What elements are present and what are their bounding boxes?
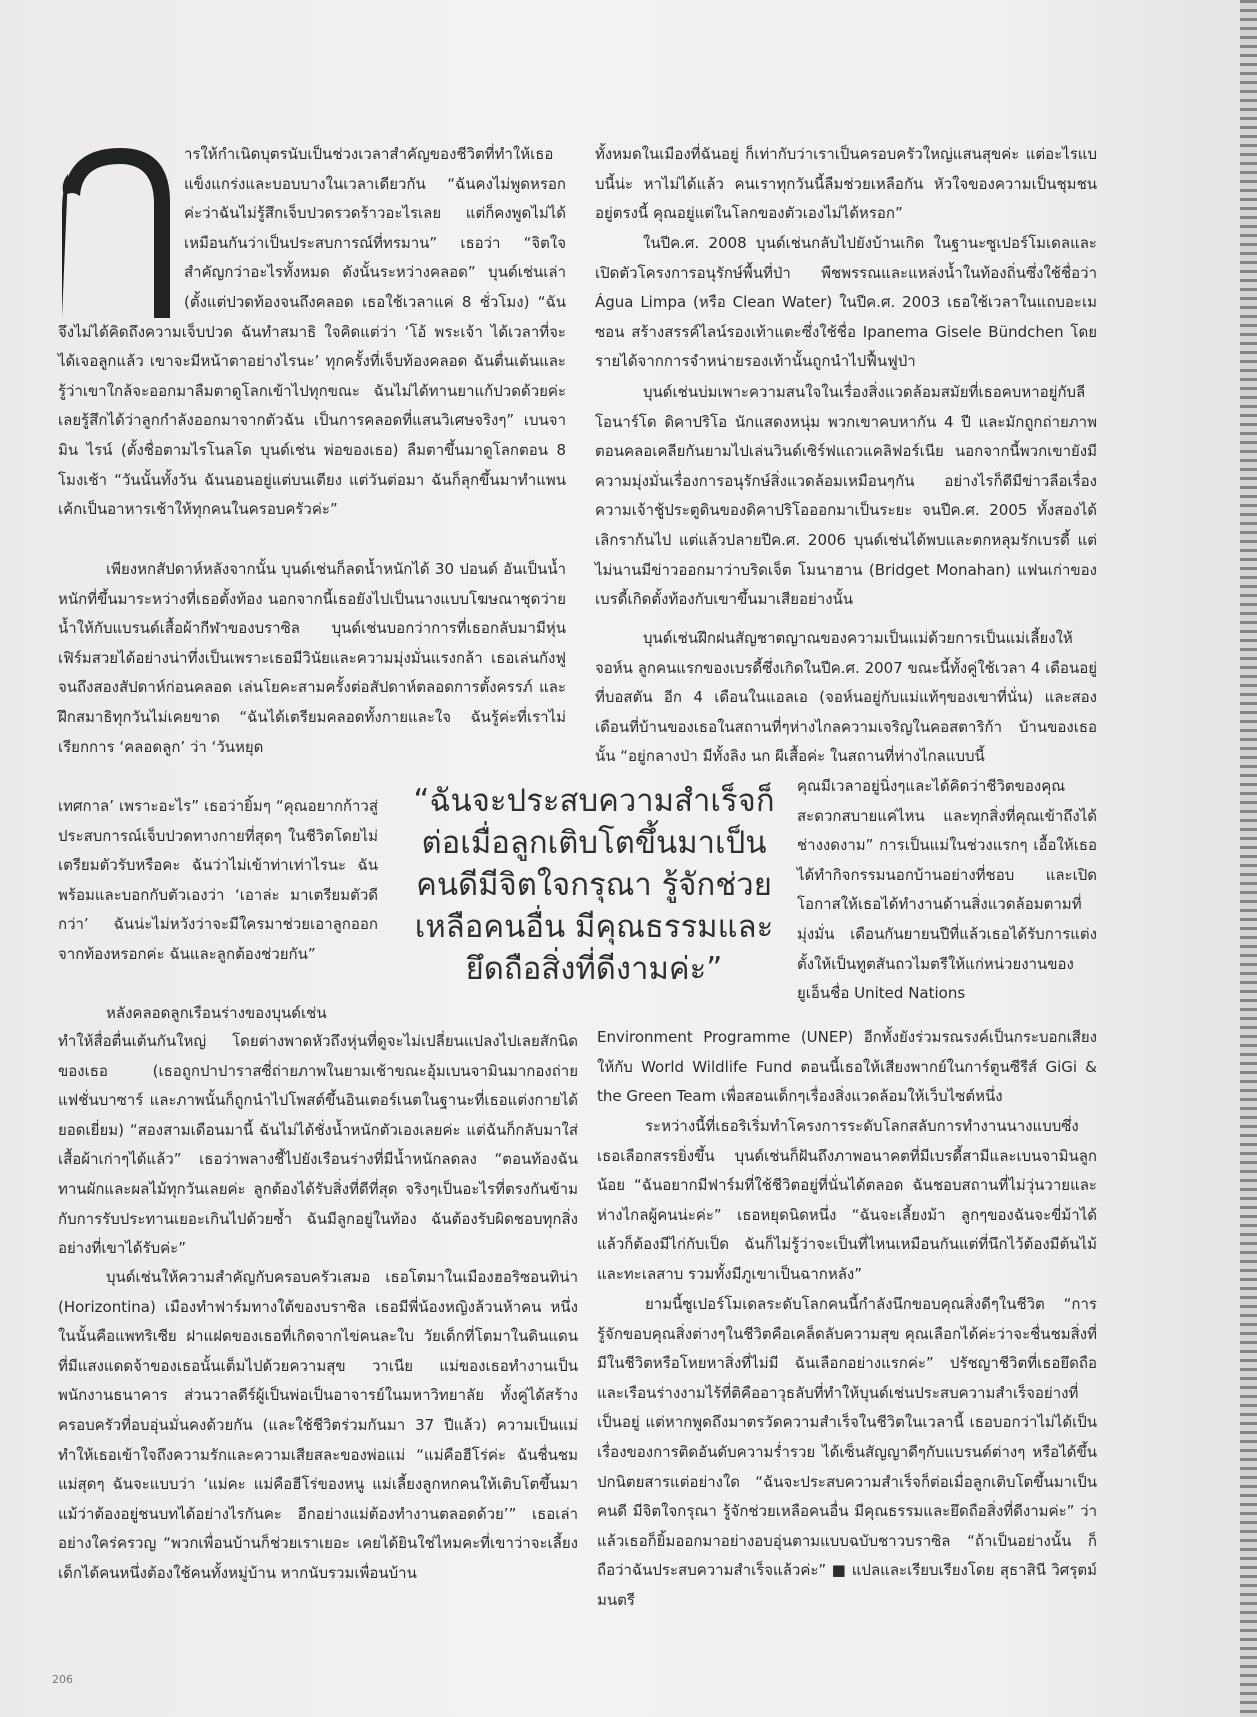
article-paragraph-family: บุนด์เช่นให้ความสำคัญกับครอบครัวเสมอ เธอโตมาในเมืองฮอริซอนทิน่า (Horizontina) เมืองทำฟาร์มทางใต้ของบราซิล เธอมีพี่น้องหญิงล้วนห้าคน หนึ่งในนั้นคือแพทริเซีย ฝาแฝดของเธอที่เกิดจากไข่คนละใบ วัยเด็กที่โตมาในดินแดนที่มีแสงแดดจ้าของเธอนั้นเต็มไปด้วยความสุข วาเนีย แม่ของเธอทำงานเป็นพนักงานธนาคาร ส่วนวาลดีร์ผู้เป็นพ่อเป็นอาจารย์ในมหาวิทยาลัย ทั้งคู่ได้สร้างครอบครัวที่อบอุ่นมั่นคงด้วยกัน (และใช้ชีวิตร่วมกันมา 37 ปีแล้ว) ความเป็นแม่ทำให้เธอเข้าใจถึงความรักและความเสียสละของพ่อแม่ “แม่คือฮีโร่ค่ะ ฉันชื่นชมแม่สุดๆ ฉันจะแบบว่า ‘แม่คะ แม่คือฮีโร่ของหนู แม่เลี้ยงลูกหกคนให้เติบโตขึ้นมาแม้ว่าต้องอยู่ชนบทได้อย่างไรกันคะ อีกอย่างแม่ต้องทำงานตลอดด้วย’” เธอเล่าอย่างใคร่ครวญ “พวกเพื่อนบ้านก็ช่วยเราเยอะ เคยได้ยินใช่ไหมคะที่เขาว่าจะเลี้ยงเด็กได้คนหนึ่งต้องใช้คนทั้งหมู่บ้าน หากนับรวมเพื่อนบ้าน [58, 1268, 578, 1582]
dropcap-spacer [58, 140, 184, 316]
article-paragraph-left-lower: ทำให้สื่อตื่นเต้นกันใหญ่ โดยต่างพาดหัวถึงหุ่นที่ดูจะไม่เปลี่ยนแปลงไปเลยสักนิดของเธอ (เธอถูกปาปาราสซี่ถ่ายภาพในยามเช้าขณะอุ้มเบนจามินมากองถ่ายแฟชั่นบาซาร์ และภาพนั้นก็ถูกนำไปโพสต์ขึ้นอินเตอร์เนตในฐานะที่เธอแต่งกายได้ยอดเยี่ยม) “สองสามเดือนมานี้ ฉันไม่ได้ชั่งน้ำหนักตัวเองเลยค่ะ แต่ฉันก็กลับมาใส่เสื้อผ้าเก่าๆได้แล้ว” เธอว่าพลางชี้ไปยังเรือนร่างที่มีน้ำหนักลดลง “ตอนท้องฉันทานผักและผลไม้ทุกวันเลยค่ะ ลูกต้องได้รับสิ่งที่ดีที่สุด จริงๆเป็นอะไรที่ตรงกันข้ามกับการรับประทานเยอะเกินไปด้วยซ้ำ ฉันมีลูกอยู่ในท้อง ฉันต้องรับผิดชอบทุกสิ่งอย่างที่เขาได้รับค่ะ” [58, 1032, 578, 1258]
page-edge-binding [1240, 0, 1257, 1717]
article-paragraph-weightloss: เพียงหกสัปดาห์หลังจากนั้น บุนด์เช่นก็ลดน้ำหนักได้ 30 ปอนด์ อันเป็นน้ำหนักที่ขึ้นมาระหว่างที่เธอตั้งท้อง นอกจากนี้เธอยังไปเป็นนางแบบโฆษณาชุดว่ายน้ำให้กับแบรนด์เสื้อผ้ากีฬาของบราซิล บุนด์เช่นบอกว่าการที่เธอกลับมามีหุ่นเฟิร์มสวยได้อย่างน่าทึ่งเป็นเพราะเธอมีวินัยและความมุ่งมั่นแรงกล้า เธอเล่นกังฟูจนถึงสองสัปดาห์ก่อนคลอด เล่นโยคะสามครั้งต่อสัปดาห์ตลอดการตั้งครรภ์ และฝึกสมาธิทุกวันไม่เคยขาด “ฉันได้เตรียมคลอดทั้งกายและใจ ฉันรู้ค่ะที่เราไม่เรียกการ ‘คลอดลูก’ ว่า ‘วันหยุด [58, 560, 566, 756]
article-paragraph-right-3: บุนด์เช่นบ่มเพาะความสนใจในเรื่องสิ่งแวดล้อมสมัยที่เธอคบหาอยู่กับลีโอนาร์โด ดิคาปริโอ นักแสดงหนุ่ม พวกเขาคบหากัน 4 ปี และมักถูกถ่ายภาพตอนคลอเคลียกันยามไปเล่นวินด์เซิร์ฟแถวแคลิฟอร์เนีย นอกจากนี้พวกเขายังมีความมุ่งมั่นเรื่องการอนุรักษ์สิ่งแวดล้อมเหมือนๆกัน อย่างไรก็ดีมีข่าวลือเรื่องความเจ้าชู้ประตูดินของดิคาปริโอออกมาเป็นระยะ จนปีค.ศ. 2005 ทั้งสองได้เลิกราก้นไป แต่แล้วปลายปีค.ศ. 2006 บุนด์เช่นได้พบและตกหลุมรักเบรดี้ แต่ไม่นานมีข่าวออกมาว่าบริดเจ็ต โมนาฮาน (Bridget Monahan) แฟนเก่าของเบรดี้เกิดตั้งท้องกับเขาขึ้นมาเสียอย่างนั้น [595, 383, 1097, 609]
article-paragraph-right-4: บุนด์เช่นฝึกฝนสัญชาตญาณของความเป็นแม่ด้วยการเป็นแม่เลี้ยงให้จอห์น ลูกคนแรกของเบรดี้ซึ่งเกิดในปีค.ศ. 2007 ขณะนี้ทั้งคู่ใช้เวลา 4 เดือนอยู่ที่บอสตัน อีก 4 เดือนในแอลเอ (จอห์นอยู่กับแม่แท้ๆของเขาที่นั่น) และสองเดือนที่บ้านของเธอในสถานที่ๆห่างไกลความเจริญในคอสตาริก้า บ้านของเธอนั้น “อยู่กลางป่า มีทั้งลิง นก ผีเสื้อค่ะ ในสถานที่ห่างไกลแบบนี้ [595, 629, 1097, 766]
article-paragraph-right-narrow: คุณมีเวลาอยู่นิ่งๆและได้คิดว่าชีวิตของคุณสะดวกสบายแค่ไหน และทุกสิ่งที่คุณเข้าถึงได้ช่างงดงาม” การเป็นแม่ในช่วงแรกๆ เอื้อให้เธอได้ทำกิจกรรมนอกบ้านอย่างที่ชอบ และเปิดโอกาสให้เธอได้ทำงานด้านสิ่งแวดล้อมตามที่มุ่งมั่น เดือนกันยายนปีที่แล้วเธอได้รับการแต่งตั้งให้เป็นทูตสันถวไมตรีให้แก่หน่วยงานของยูเอ็นชื่อ United Nations [797, 777, 1097, 1003]
article-paragraph-right-lower-2: ระหว่างนี้ที่เธอริเริ่มทำโครงการระดับโลกสลับการทำงานนางแบบซึ่งเธอเลือกสรรยิ่งขึ้น บุนด์เช่นก็ฝันถึงภาพอนาคตที่มีเบรดี้สามีและเบนจามินลูกน้อย “ฉันอยากมีฟาร์มที่ใช้ชีวิตอยู่ที่นั่นได้ตลอด ฉันชอบสถานที่ไม่วุ่นวายและห่างไกลผู้คนน่ะค่ะ” เธอหยุดนิดหนึ่ง “ฉันจะเลี้ยงม้า ลูกๆของฉันจะขี่ม้าได้ แล้วก็ต้องมีไก่กับเป็ด ฉันก็ไม่รู้ว่าจะเป็นที่ไหนเหมือนกันแต่ที่นึกไว้ต้องมีต้นไม้และทะเลสาบ รวมทั้งมีภูเขาเป็นฉากหลัง” [597, 1117, 1097, 1283]
article-paragraph-left-narrow: เทศกาล’ เพราะอะไร” เธอว่ายิ้มๆ “คุณอยากก้าวสู่ประสบการณ์เจ็บปวดทางกายที่สุดๆ ในชีวิตโดยไม่เตรียมตัวรับหรือคะ ฉันว่าไม่เข้าท่าเท่าไรนะ ฉันพร้อมและบอกกับตัวเองว่า ‘เอาล่ะ มาเตรียมตัวดีกว่า’ ฉันน่ะไม่หวังว่าจะมีใครมาช่วยเอาลูกออกจากท้องหรอกค่ะ ฉันและลูกต้องช่วยกัน” [58, 797, 378, 963]
article-paragraph-right-lower-3: ยามนี้ซูเปอร์โมเดลระดับโลกคนนี้กำลังนึกขอบคุณสิ่งดีๆในชีวิต “การรู้จักขอบคุณสิ่งต่างๆในชีวิตคือเคล็ดลับความสุข คุณเลือกได้ค่ะว่าจะชื่นชมสิ่งที่มีในชีวิตหรือโหยหาสิ่งที่ไม่มี ฉันเลือกอย่างแรกค่ะ” ปรัชญาชีวิตที่เธอยึดถือและเรือนร่างงามไร้ที่ติคืออาวุธลับที่ทำให้บุนด์เช่นประสบความสำเร็จอย่างที่เป็นอยู่ แต่หากพูดถึงมาตรวัดความสำเร็จในชีวิตในเวลานี้ เธอบอกว่าไม่ได้เป็นเรื่องของการติดอันดับความร่ำรวย ได้เซ็นสัญญาดีๆกับแบรนด์ต่างๆ หรือได้ขึ้นปกนิตยสารแต่อย่างใด “ฉันจะประสบความสำเร็จก็ต่อเมื่อลูกเติบโตขึ้นมาเป็นคนดี มีจิตใจกรุณา รู้จักช่วยเหลือคนอื่น มีคุณธรรมและยึดถือสิ่งที่ดีงามค่ะ” ว่าแล้วเธอก็ยิ้มออกมาอย่างอบอุ่นตามแบบฉบับชาวบราซิล “ถ้าเป็นอย่างนั้น ก็ถือว่าฉันประสบความสำเร็จแล้วค่ะ” ■ แปลและเรียบเรียงโดย สุธาสินี วิศรุตม์มนตรี [597, 1295, 1097, 1609]
page-number: 206 [52, 1673, 73, 1686]
article-paragraph-left-indent: หลังคลอดลูกเรือนร่างของบุนด์เช่น [106, 1004, 327, 1022]
article-paragraph-right-2: ในปีค.ศ. 2008 บุนด์เช่นกลับไปยังบ้านเกิด ในฐานะซูเปอร์โมเดลและเปิดตัวโครงการอนุรักษ์พื้นที่ป่า พืชพรรณและแหล่งน้ำในท้องถิ่นซึ่งใช้ชื่อว่า Água Limpa (หรือ Clean Water) ในปีค.ศ. 2003 เธอใช้เวลาในแถบอะเมซอน สร้างสรรค์ไลน์รองเท้าแตะซึ่งใช้ชื่อ Ipanema Gisele Bündchen โดยรายได้จากการจำหน่ายรองเท้านั้นถูกนำไปฟื้นฟูป่า [595, 234, 1097, 371]
article-paragraph-right-lower-1: Environment Programme (UNEP) อีกทั้งยังร่วมรณรงค์เป็นกระบอกเสียงให้กับ World Wildlife Fund ตอนนี้เธอให้เสียงพากย์ในการ์ตูนซีรีส์ GiGi & the Green Team เพื่อสอนเด็กๆเรื่องสิ่งแวดล้อมให้เว็บไซต์หนึ่ง [597, 1028, 1097, 1106]
pull-quote: “ฉันจะประสบความสำเร็จก็ต่อเมื่อลูกเติบโตขึ้นมาเป็นคนดีมีจิตใจกรุณา รู้จักช่วยเหลือคนอื่น มีคุณธรรมและยึดถือสิ่งที่ดีงามค่ะ” [413, 783, 775, 987]
article-intro-paragraph: ารให้กำเนิดบุตรนับเป็นช่วงเวลาสำคัญของชีวิตที่ทำให้เธอแข็งแกร่งและบอบบางในเวลาเดียวกัน “ฉันคงไม่พูดหรอกค่ะว่าฉันไม่รู้สึกเจ็บปวดรวดร้าวอะไรเลย แต่ก็คงพูดไม่ได้เหมือนกันว่าเป็นประสบการณ์ที่ทรมาน” เธอว่า “จิตใจสำคัญกว่าอะไรทั้งหมด ดังนั้นระหว่างคลอด” บุนด์เช่นเล่า (ตั้งแต่ปวดท้องจนถึงคลอด เธอใช้เวลาแค่ 8 ชั่วโมง) “ฉันจึงไม่ได้คิดถึงความเจ็บปวด ฉันทำสมาธิ ใจคิดแต่ว่า ‘โอ้ พระเจ้า ได้เวลาที่จะได้เจอลูกแล้ว เขาจะมีหน้าตาอย่างไรนะ’ ทุกครั้งที่เจ็บท้องคลอด ฉันตื่นเต้นและรู้ว่าเขาใกล้จะออกมาลืมตาดูโลกเข้าไปทุกขณะ ฉันไม่ได้ทานยาแก้ปวดด้วยค่ะ เลยรู้สึกได้ว่าลูกกำลังออกมาจากตัวฉัน เป็นการคลอดที่แสนวิเศษจริงๆ” เบนจามิน ไรน์ (ตั้งชื่อตามไรโนลโด บุนด์เช่น พ่อของเธอ) ลืมตาขึ้นมาดูโลกตอน 8 โมงเช้า “วันนั้นทั้งวัน ฉันนอนอยู่แต่บนเตียง แต่วันต่อมา ฉันก็ลุกขึ้นมาทำแพนเค้กเป็นอาหารเช้าให้ทุกคนในครอบครัวค่ะ” [58, 140, 566, 525]
article-paragraph-right-1: ทั้งหมดในเมืองที่ฉันอยู่ ก็เท่ากับว่าเราเป็นครอบครัวใหญ่แสนสุขค่ะ แต่อะไรแบบนี้น่ะ หาไม่ได้แล้ว คนเราทุกวันนี้ลืมช่วยเหลือกัน หัวใจของความเป็นชุมชนอยู่ตรงนี้ คุณอยู่แต่ในโลกของตัวเองไม่ได้หรอก” [595, 145, 1097, 223]
